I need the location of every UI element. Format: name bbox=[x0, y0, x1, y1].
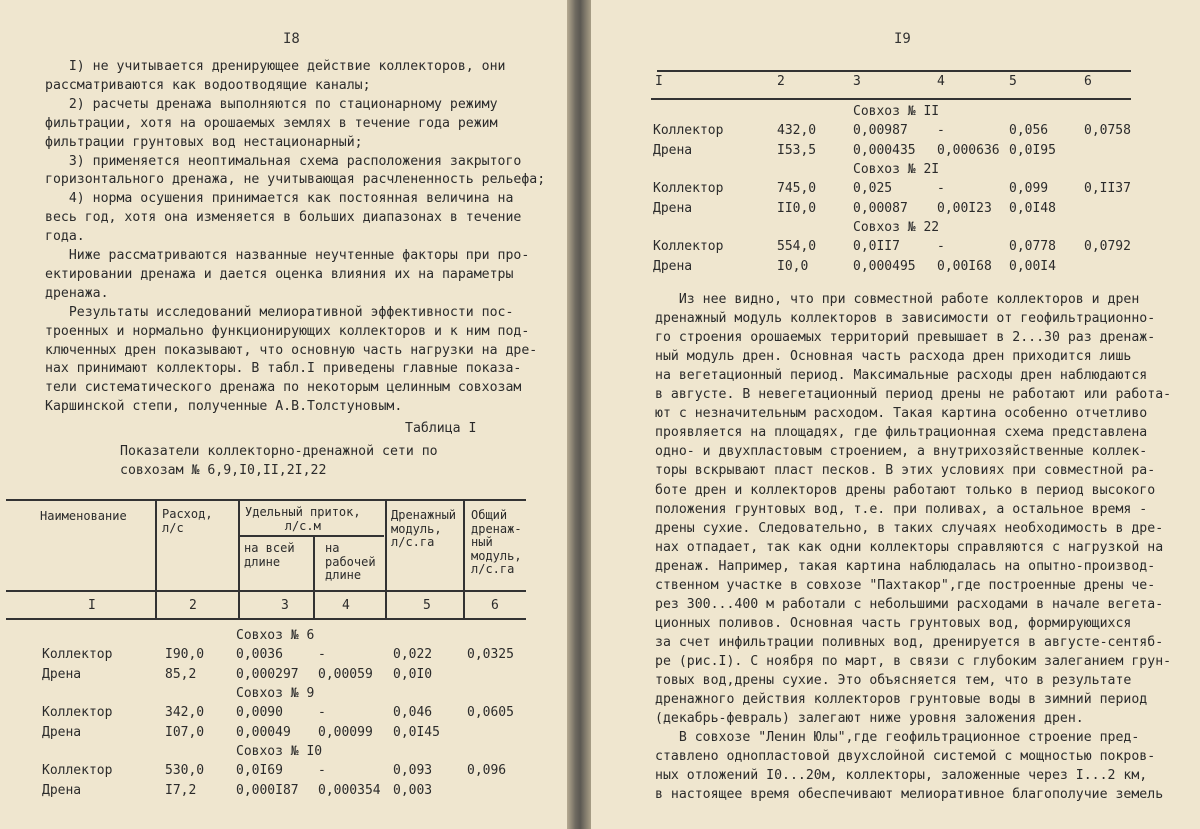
table-cell: 0,000I87 bbox=[236, 782, 299, 798]
text-line: дренаж. Например, такая картина наблюдалась на опытно-производ- bbox=[655, 558, 1156, 574]
text-line: нах отпадает, так как одни коллекторы справляются с нагрузкой на bbox=[655, 539, 1164, 555]
text-line: троенных и нормально функционирующих коллекторов и к ним под- bbox=[45, 323, 530, 339]
column-number: 5 bbox=[1009, 74, 1017, 89]
text-line: ционных поливов. Основная часть грунтовых вод, формирующихся bbox=[655, 615, 1132, 631]
table-cell: - bbox=[318, 705, 326, 720]
text-line: рассматриваются как водоотводящие каналы; bbox=[45, 77, 371, 93]
text-line: ных отложений I0...20м, коллекторы, заложенные через I...2 км, bbox=[655, 768, 1148, 784]
table-cell: I90,0 bbox=[165, 647, 205, 662]
text-line: Каршинской степи, полученные А.В.Толстуновым. bbox=[45, 399, 403, 415]
page-number-left: I8 bbox=[283, 31, 300, 47]
table-cell: II0,0 bbox=[777, 200, 817, 216]
book-gutter bbox=[567, 0, 591, 829]
table-cell: - bbox=[318, 763, 326, 778]
table-cell: I53,5 bbox=[777, 142, 817, 158]
column-number: 2 bbox=[189, 598, 197, 613]
text-line: дренажный модуль коллекторов в зависимости от геофильтрационно- bbox=[655, 311, 1156, 327]
table-cell: 554,0 bbox=[777, 239, 817, 254]
text-line: одно- и двухпластовым строением, а внутрихозяйственные коллек- bbox=[655, 444, 1148, 460]
table-cell: - bbox=[318, 647, 326, 662]
row-label: Дрена bbox=[42, 724, 82, 740]
right-table-header-rule bbox=[651, 98, 1131, 100]
table-cell: - bbox=[937, 181, 945, 196]
table-cell: 0,II37 bbox=[1084, 181, 1131, 196]
group-title: Совхоз № 22 bbox=[853, 220, 940, 235]
text-line: Ниже рассматриваются названные неучтенные факторы при про- bbox=[45, 248, 530, 263]
table-col-divider bbox=[385, 499, 387, 618]
table-cell: 0,00049 bbox=[236, 724, 291, 740]
table-cell: 0,00059 bbox=[318, 666, 373, 682]
header-col3-group: Удельный приток, л/с.м bbox=[245, 505, 361, 533]
text-line: дренажа. bbox=[45, 285, 109, 301]
row-label: Дрена bbox=[42, 782, 82, 798]
header-col5: Дренажный модуль, л/с.га bbox=[391, 508, 457, 549]
text-line: нах принимают коллекторы. В табл.I приведены главные показа- bbox=[45, 361, 522, 377]
text-line: I) не учитывается дренирующее действие коллекторов, они bbox=[45, 59, 506, 74]
text-line: фильтрации грунтовых вод нестационарный; bbox=[45, 134, 363, 150]
row-label: Коллектор bbox=[653, 123, 724, 138]
header-col2: Расход, л/с bbox=[162, 507, 213, 535]
table-cell: 0,003 bbox=[393, 782, 433, 798]
text-line: (декабрь-февраль) залегают ниже уровня заложения дрен. bbox=[655, 711, 1084, 727]
header-col1: Наименование bbox=[40, 509, 127, 523]
text-line: дрены сухие. Следовательно, в таких случаях необходимость в дре- bbox=[655, 520, 1164, 536]
text-line: рез 300...400 м работали с небольшими расходами в начале вегета- bbox=[655, 596, 1164, 612]
table-header-rule bbox=[6, 590, 526, 592]
row-label: Коллектор bbox=[42, 647, 113, 662]
text-line: торы вскрывают пласт песков. В этих условиях при совместной ра- bbox=[655, 463, 1156, 479]
text-line: ный модуль дрен. Основная часть расхода дрен приходится лишь bbox=[655, 349, 1132, 365]
table-cell: 0,00I68 bbox=[937, 258, 992, 274]
table-cell: 0,0792 bbox=[1084, 239, 1131, 254]
text-line: товых вод,дрены сухие. Это объясняется тем, что в результате bbox=[655, 673, 1132, 688]
text-line: года. bbox=[45, 229, 85, 245]
text-line: Результаты исследований мелиоративной эффективности пос- bbox=[45, 304, 514, 320]
table-cell: 0,00987 bbox=[853, 123, 908, 138]
text-line: 2) расчеты дренажа выполняются по стационарному режиму bbox=[45, 96, 498, 112]
text-line: В совхозе "Ленин Юлы",где геофильтрационное строение пред- bbox=[655, 730, 1140, 746]
table-cell: 0,0I69 bbox=[236, 763, 283, 778]
table-cell: 0,00I4 bbox=[1009, 258, 1056, 274]
table-cell: 745,0 bbox=[777, 181, 817, 196]
table-cell: 85,2 bbox=[165, 666, 197, 682]
text-line: ре (рис.I). С ноября по март, в связи с глубоким залеганием грун- bbox=[655, 653, 1172, 669]
table-cell: 0,0I0 bbox=[393, 666, 433, 682]
text-line: Из нее видно, что при совместной работе коллекторов и дрен bbox=[655, 292, 1140, 307]
table-cell: 0,099 bbox=[1009, 181, 1049, 196]
table-cell: - bbox=[937, 123, 945, 138]
text-line: го строения орошаемых территорий превышает в 2...30 раз дренаж- bbox=[655, 330, 1156, 346]
row-label: Дрена bbox=[653, 142, 693, 158]
text-line: в августе. В невегетационный период дрены не работают или работа- bbox=[655, 387, 1172, 403]
text-line: ставлено однопластовой двухслойной системой с мощностью покров- bbox=[655, 749, 1156, 765]
header-col6: Общий дренаж- ный модуль, л/с.га bbox=[471, 508, 522, 576]
table-col-divider bbox=[155, 499, 157, 618]
row-label: Коллектор bbox=[653, 239, 724, 254]
table-cell: I07,0 bbox=[165, 724, 205, 740]
table-cell: 0,025 bbox=[853, 181, 893, 196]
header-col3: на всей длине bbox=[244, 541, 295, 569]
column-number: I bbox=[655, 74, 663, 89]
text-line: фильтрации, хотя на орошаемых землях в течение года режим bbox=[45, 115, 498, 131]
table-cell: 0,000297 bbox=[236, 666, 299, 682]
column-number: 4 bbox=[937, 74, 945, 89]
table-cell: 0,0090 bbox=[236, 705, 283, 720]
text-line: боте дрен и коллекторов дрены работают только в период высокого bbox=[655, 482, 1156, 498]
text-line: тели систематического дренажа по некоторым целинным совхозам bbox=[45, 380, 522, 396]
text-line: в настоящее время обеспечивают мелиоративное благополучие земель bbox=[655, 787, 1164, 803]
right-page bbox=[591, 0, 1200, 829]
header-col4: на рабочей длине bbox=[325, 541, 376, 582]
table-cell: 0,000354 bbox=[318, 782, 381, 798]
text-line: горизонтального дренажа, не учитывающая расчлененность рельефа; bbox=[45, 172, 546, 188]
table-cell: 0,0I45 bbox=[393, 724, 440, 740]
table-cell: 0,000636 bbox=[937, 142, 1000, 158]
table-cell: 342,0 bbox=[165, 705, 205, 720]
table-cell: 0,0036 bbox=[236, 647, 283, 662]
table-cell: 0,096 bbox=[467, 763, 507, 778]
text-line: 4) норма осушения принимается как постоянная величина на bbox=[45, 191, 514, 207]
text-line: ектировании дренажа и дается оценка влияния их на параметры bbox=[45, 266, 514, 282]
text-line: весь год, хотя она изменяется в больших диапазонах в течение bbox=[45, 210, 522, 226]
column-number: 6 bbox=[1084, 74, 1092, 89]
column-number: 6 bbox=[491, 598, 499, 613]
column-number: 3 bbox=[853, 74, 861, 89]
table-cell: 0,000495 bbox=[853, 258, 916, 274]
group-title: Совхоз № 2I bbox=[853, 162, 940, 177]
table-cell: 0,0758 bbox=[1084, 123, 1131, 138]
page-number-right: I9 bbox=[894, 31, 911, 47]
text-line: на вегетационный период. Максимальные расходы дрен наблюдаются bbox=[655, 368, 1148, 384]
table-cell: 530,0 bbox=[165, 763, 205, 778]
table-cell: 0,0I48 bbox=[1009, 200, 1056, 216]
table-cell: 0,000435 bbox=[853, 142, 916, 158]
table-cell: - bbox=[937, 239, 945, 254]
left-page bbox=[0, 0, 567, 829]
table-cell: 432,0 bbox=[777, 123, 817, 138]
table-cell: 0,0605 bbox=[467, 705, 514, 720]
table-numbers-rule bbox=[6, 618, 526, 620]
table-cell: I0,0 bbox=[777, 258, 809, 274]
table-cell: 0,0778 bbox=[1009, 239, 1056, 254]
table-cell: 0,056 bbox=[1009, 123, 1049, 138]
column-number: I bbox=[88, 598, 96, 613]
table-label: Таблица I bbox=[405, 421, 477, 436]
group-title: Совхоз № I0 bbox=[236, 744, 323, 759]
row-label: Дрена bbox=[42, 666, 82, 682]
text-line: ключенных дрен показывают, что основную часть нагрузки на дре- bbox=[45, 342, 538, 358]
column-number: 2 bbox=[777, 74, 785, 89]
text-line: проявляется на площадях, где фильтрационная схема представлена bbox=[655, 425, 1148, 441]
table-cell: 0,046 bbox=[393, 705, 433, 720]
table-cell: 0,00I23 bbox=[937, 200, 992, 216]
table-col-divider bbox=[463, 499, 465, 618]
table-cell: 0,00099 bbox=[318, 724, 373, 740]
text-line: за счет инфильтрации поливных вод, дренируется в августе-сентяб- bbox=[655, 634, 1164, 650]
group-title: Совхоз № 6 bbox=[236, 628, 315, 643]
table-top-rule bbox=[6, 499, 526, 501]
column-number: 3 bbox=[281, 598, 289, 613]
table-cell: 0,0325 bbox=[467, 647, 514, 662]
text-line: дренажного действия коллекторов грунтовые воды в зимний период bbox=[655, 692, 1148, 708]
table-cell: I7,2 bbox=[165, 782, 197, 798]
table-cell: 0,0I95 bbox=[1009, 142, 1056, 158]
text-line: положения грунтовых вод, т.е. при поливах, а остальное время - bbox=[655, 501, 1148, 517]
table-col-divider bbox=[238, 499, 240, 618]
table-title-line2: совхозам № 6,9,I0,II,2I,22 bbox=[120, 463, 327, 478]
row-label: Коллектор bbox=[653, 181, 724, 196]
row-label: Дрена bbox=[653, 200, 693, 216]
table-cell: 0,022 bbox=[393, 647, 433, 662]
table-sub-rule bbox=[240, 535, 384, 537]
table-cell: 0,00087 bbox=[853, 200, 908, 216]
column-number: 5 bbox=[423, 598, 431, 613]
right-table-top-rule bbox=[657, 70, 1131, 72]
row-label: Коллектор bbox=[42, 705, 113, 720]
text-line: 3) применяется неоптимальная схема расположения закрытого bbox=[45, 153, 522, 169]
row-label: Коллектор bbox=[42, 763, 113, 778]
table-cell: 0,093 bbox=[393, 763, 433, 778]
text-line: ственном участке в совхозе "Пахтакор",где построенные дрены че- bbox=[655, 577, 1156, 593]
column-number: 4 bbox=[342, 598, 350, 613]
text-line: ют с незначительным расходом. Такая картина особенно отчетливо bbox=[655, 406, 1148, 422]
group-title: Совхоз № 9 bbox=[236, 686, 315, 701]
table-col-divider bbox=[313, 535, 315, 618]
table-cell: 0,0II7 bbox=[853, 239, 900, 254]
group-title: Совхоз № II bbox=[853, 104, 940, 119]
table-title-line1: Показатели коллекторно-дренажной сети по bbox=[120, 444, 438, 459]
row-label: Дрена bbox=[653, 258, 693, 274]
